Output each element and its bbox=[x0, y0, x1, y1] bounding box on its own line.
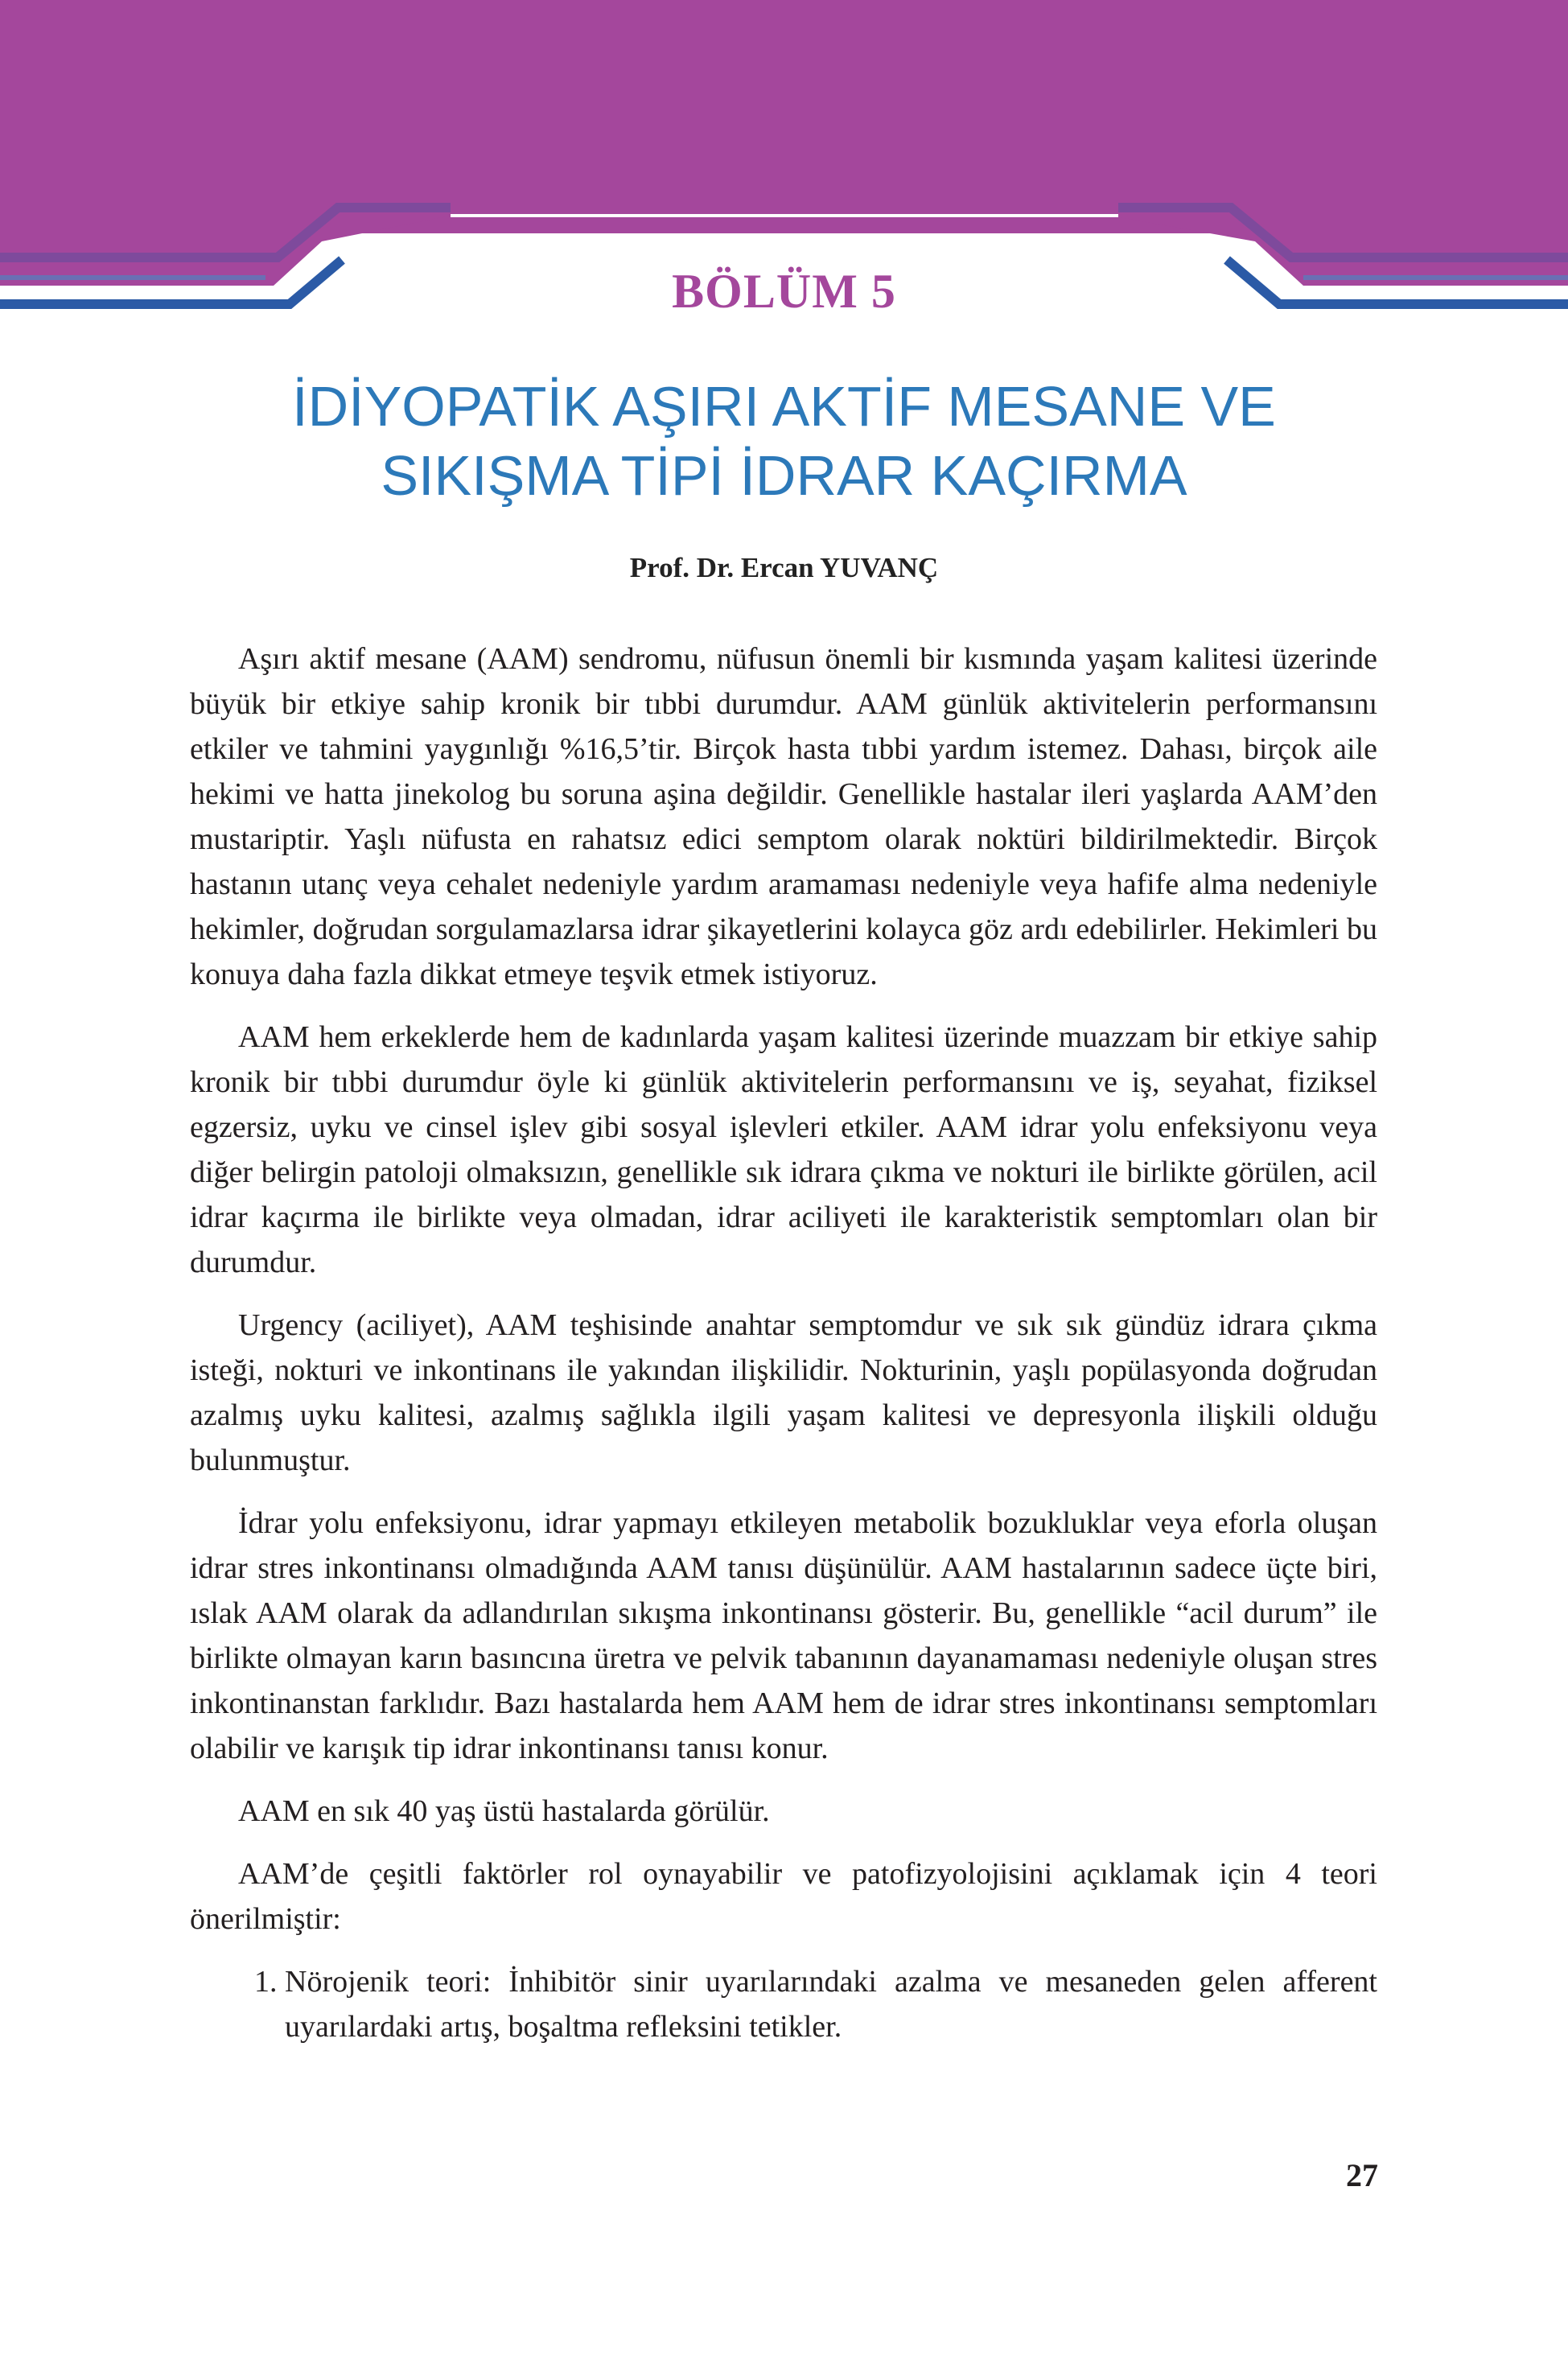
page-number: 27 bbox=[1346, 2157, 1378, 2193]
theory-list bbox=[190, 1959, 1377, 2049]
paragraph: Urgency (aciliyet), AAM teşhisinde anahtar semptomdur ve sık sık gündüz idrara çıkma isteği, nokturi ve inkontinans ile yakından ilişkilidir. Nokturinin, yaşlı popülasyonda doğrudan azalmış uyku kalitesi, azalmış sağlıkla ilgili yaşam kalitesi ve depresyonla ilişkili olduğu bulunmuştur. bbox=[190, 1308, 1377, 1477]
chapter-title-line-1: İDİYOPATİK AŞIRI AKTİF MESANE VE bbox=[292, 375, 1276, 438]
chapter-title bbox=[129, 372, 1439, 510]
paragraph: İdrar yolu enfeksiyonu, idrar yapmayı etkileyen metabolik bozukluklar veya eforla oluşan idrar stres inkontinansı olmadığında AAM tanısı düşünülür. AAM hastalarının sadece üçte biri, ıslak AAM olarak da adlandırılan sıkışma inkontinansı gösterir. Bu, genellikle “acil durum” ile birlikte olmayan karın basıncına üretra ve pelvik tabanının dayanamaması nedeniyle oluşan stres inkontinanstan farklıdır. Bazı hastalarda hem AAM hem de idrar stres inkontinansı semptomları olabilir ve karışık tip idrar inkontinansı tanısı konur. bbox=[190, 1506, 1377, 1765]
list-item: 1. Nörojenik teori: İnhibitör sinir uyarılarındaki azalma ve mesaneden gelen afferent uyarılardaki artış, boşaltma refleksini tetikler. bbox=[285, 1959, 1377, 2049]
paragraph: AAM hem erkeklerde hem de kadınlarda yaşam kalitesi üzerinde muazzam bir etkiye sahip kronik bir tıbbi durumdur öyle ki günlük aktivitelerin performansını ve iş, seyahat, fiziksel egzersiz, uyku ve cinsel işlev gibi sosyal işlevleri etkiler. AAM idrar yolu enfeksiyonu veya diğer belirgin patoloji olmaksızın, genellikle sık idrara çıkma ve nokturi ile birlikte görülen, acil idrar kaçırma ile birlikte veya olmadan, idrar aciliyeti ile karakteristik semptomları olan bir durumdur. bbox=[190, 1020, 1377, 1279]
paragraph: Aşırı aktif mesane (AAM) sendromu, nüfusun önemli bir kısmında yaşam kalitesi üzerinde büyük bir etkiye sahip kronik bir tıbbi durumdur. AAM günlük aktivitelerin performansını etkiler ve tahmini yaygınlığı %16,5’tir. Birçok hasta tıbbi yardım istemez. Dahası, birçok aile hekimi ve hatta jinekolog bu soruna aşina değildir. Genellikle hastalar ileri yaşlarda AAM’den mustariptir. Yaşlı nüfusta en rahatsız edici semptom olarak noktüri bildirilmektedir. Birçok hastanın utanç veya cehalet nedeniyle yardım aramaması nedeniyle veya hafife alma nedeniyle hekimler, doğrudan sorgulamazlarsa idrar şikayetlerini kolayca göz ardı edebilirler. Hekimleri bu konuya daha fazla dikkat etmeye teşvik etmek istiyoruz. bbox=[190, 642, 1377, 991]
paragraph: AAM’de çeşitli faktörler rol oynayabilir ve patofizyolojisini açıklamak için 4 teori önerilmiştir: bbox=[190, 1857, 1377, 1936]
body-text bbox=[190, 636, 1377, 2049]
chapter-label: BÖLÜM 5 bbox=[672, 265, 896, 318]
paragraph: AAM en sık 40 yaş üstü hastalarda görülür. bbox=[238, 1794, 770, 1828]
author-name: Prof. Dr. Ercan YUVANÇ bbox=[629, 552, 939, 583]
chapter-title-line-2: SIKIŞMA TİPİ İDRAR KAÇIRMA bbox=[381, 444, 1187, 507]
